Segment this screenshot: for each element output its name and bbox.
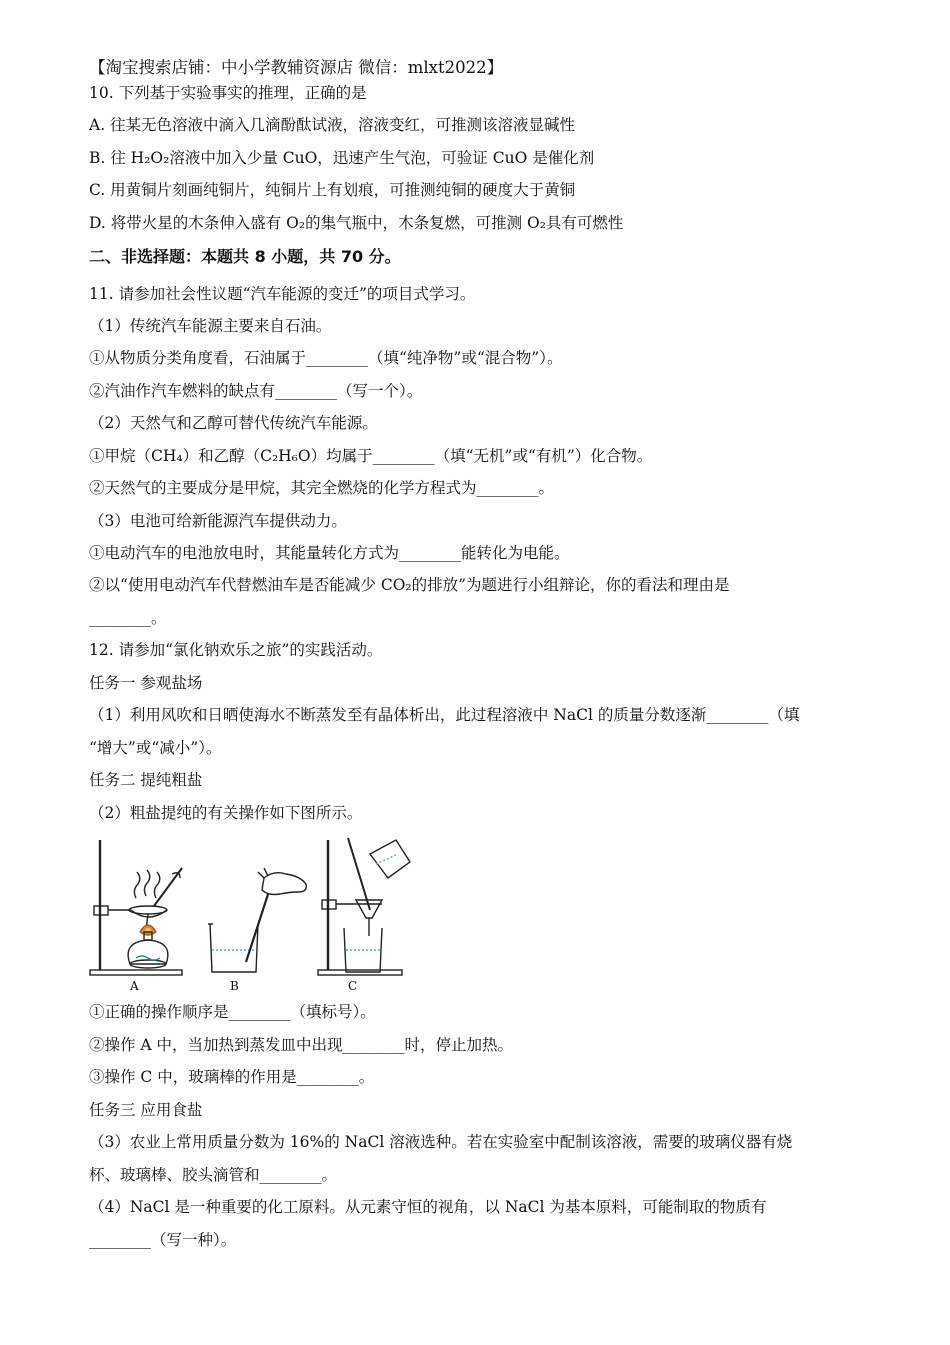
q11-part3: （3）电池可给新能源汽车提供动力。 [89,512,347,530]
q12-stem: 12. 请参加“氯化钠欢乐之旅”的实践活动。 [89,641,383,659]
q10-stem: 10. 下列基于实验事实的推理，正确的是 [89,84,367,102]
figure-label-b: B [230,979,239,993]
figure-label-a: A [130,979,139,993]
q11-part2: （2）天然气和乙醇可替代传统汽车能源。 [89,414,378,432]
q10-option-d: D. 将带火星的木条伸入盛有 O₂的集气瓶中，木条复燃，可推测 O₂具有可燃性 [89,214,624,232]
q12-part2-c: ③操作 C 中，玻璃棒的作用是________。 [89,1068,375,1086]
q12-part1: （1）利用风吹和日晒使海水不断蒸发至有晶体析出，此过程溶液中 NaCl 的质量分数逐渐________（填 [89,706,800,724]
q12-task3: 任务三 应用食盐 [89,1101,203,1119]
apparatus-b-dissolving [208,868,306,972]
q12-part4: （4）NaCl 是一种重要的化工原料。从元素守恒的视角，以 NaCl 为基本原料，可能制取的物质有 [89,1198,767,1216]
q10-option-b: B. 往 H₂O₂溶液中加入少量 CuO，迅速产生气泡，可验证 CuO 是催化剂 [89,149,595,167]
apparatus-c-filtration [318,838,410,975]
q11-part1-b: ②汽油作汽车燃料的缺点有________（写一个）。 [89,382,423,400]
q12-part3-cont: 杯、玻璃棒、胶头滴管和________。 [89,1166,338,1184]
q12-part4-cont: ________（写一种）。 [89,1231,237,1249]
section-heading: 二、非选择题：本题共 8 小题，共 70 分。 [89,247,401,266]
q12-part2: （2）粗盐提纯的有关操作如下图所示。 [89,804,363,822]
q11-part2-b: ②天然气的主要成分是甲烷，其完全燃烧的化学方程式为________。 [89,479,555,497]
salt-purification-figure [86,832,416,994]
q11-part3-b-cont: ________。 [89,609,167,627]
q10-option-c: C. 用黄铜片刻画纯铜片，纯铜片上有划痕，可推测纯铜的硬度大于黄铜 [89,181,576,199]
q12-task1: 任务一 参观盐场 [89,674,203,692]
q12-part1-cont: “增大”或“减小”）。 [89,739,222,757]
q10-option-a: A. 往某无色溶液中滴入几滴酚酞试液，溶液变红，可推测该溶液显碱性 [89,116,576,134]
q12-part2-b: ②操作 A 中，当加热到蒸发皿中出现________时，停止加热。 [89,1036,514,1054]
q11-part2-a: ①甲烷（CH₄）和乙醇（C₂H₆O）均属于________（填“无机”或“有机”）化合物。 [89,447,653,465]
q11-part3-b: ②以“使用电动汽车代替燃油车是否能减少 CO₂的排放”为题进行小组辩论，你的看法和理由是 [89,576,730,594]
q11-part3-a: ①电动汽车的电池放电时，其能量转化方式为________能转化为电能。 [89,544,570,562]
q11-part1-a: ①从物质分类角度看，石油属于________（填“纯净物”或“混合物”）。 [89,349,563,367]
q12-task2: 任务二 提纯粗盐 [89,771,203,789]
q12-part2-a: ①正确的操作顺序是________（填标号）。 [89,1003,376,1021]
apparatus-a-evaporation [90,840,182,975]
q12-part3: （3）农业上常用质量分数为 16%的 NaCl 溶液选种。若在实验室中配制该溶液，需要的玻璃仪器有烧 [89,1133,793,1151]
page-header: 【淘宝搜索店铺：中小学教辅资源店 微信：mlxt2022】 [89,58,504,77]
figure-label-c: C [348,979,358,993]
q11-stem: 11. 请参加社会性议题“汽车能源的变迁”的项目式学习。 [89,285,476,303]
q11-part1: （1）传统汽车能源主要来自石油。 [89,317,332,335]
